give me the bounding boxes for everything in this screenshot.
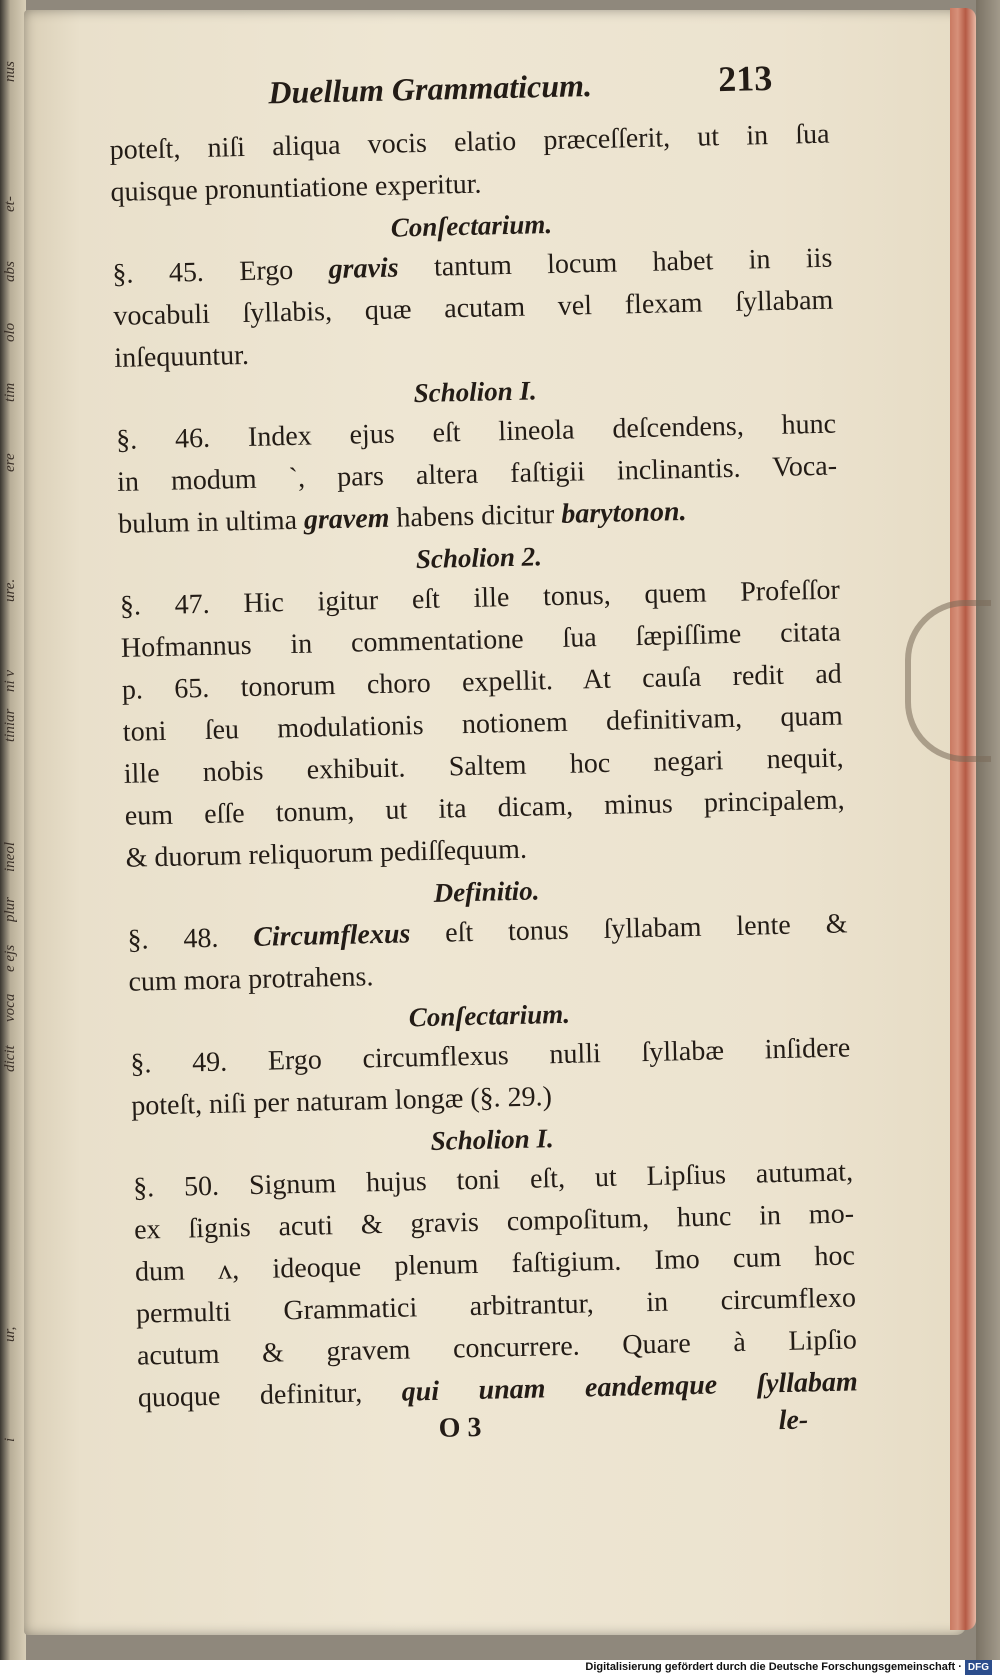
left-page-fragment: ineol	[2, 842, 18, 872]
text-run: poteſt, niſi aliqua vocis elatio præceſſerit, ut in ſua	[109, 118, 830, 166]
text-run: cum mora protrahens.	[128, 961, 374, 998]
left-page-fragment: olo	[2, 322, 18, 342]
left-page-fragment: dicit	[2, 1045, 18, 1072]
text-run: Hofmannus in commentatione ſua ſæpiſſime citata	[120, 616, 842, 664]
left-page-fragment: nus	[2, 61, 18, 82]
italic-term: qui unam eandemque ſyllabam	[401, 1366, 859, 1408]
section-heading: Scholion 2.	[415, 541, 543, 575]
text-run: & duorum reliquorum pediſſequum.	[125, 833, 528, 874]
text-run: eum eſſe tonum, ut ita dicam, minus principalem,	[124, 784, 845, 832]
text-run: §. 47. Hic igitur eſt ille tonus, quem Profeſſor	[119, 574, 841, 622]
text-run: in modum `, pars altera faſtigii inclinantis. Voca-	[116, 450, 838, 498]
left-page-fragment: voca	[2, 993, 18, 1022]
text-run: poteſt, niſi per naturam longæ (§. 29.)	[130, 1081, 553, 1122]
ribbon-clip	[905, 600, 991, 762]
text-run: quoque definitur,	[137, 1376, 403, 1414]
text-run: eſt tonus ſyllabam lente &	[410, 908, 848, 950]
text-run: inſequuntur.	[114, 339, 250, 374]
left-page-fragment: plur	[2, 896, 18, 922]
text-run: toni ſeu modulationis notionem definitivam, quam	[122, 700, 844, 748]
text-run: quisque pronuntiatione experitur.	[110, 168, 482, 208]
italic-term: Circumflexus	[252, 918, 411, 953]
section-heading: Scholion I.	[430, 1123, 555, 1156]
section-heading: Scholion I.	[413, 375, 538, 409]
section-heading: Definitio.	[433, 875, 540, 908]
text-run: p. 65. tonorum choro expellit. At cauſa redit ad	[121, 658, 843, 706]
text-run: ille nobis exhibuit. Saltem hoc negari nequit,	[123, 742, 844, 790]
red-page-edge	[950, 8, 976, 1630]
body-text	[109, 114, 858, 1420]
catchword: le-	[778, 1404, 809, 1437]
section-heading: Conſectarium.	[390, 208, 553, 243]
text-run: permulti Grammatici arbitrantur, in circumflexo	[135, 1282, 857, 1330]
adjacent-page-strip	[0, 0, 26, 1660]
text-run: §. 49. Ergo circumflexus nulli ſyllabæ inſidere	[130, 1032, 851, 1080]
text-run: tantum locum habet in iis	[398, 242, 833, 284]
text-run: ex ſignis acuti & gravis compoſitum, hunc in mo-	[133, 1198, 855, 1246]
signature-mark: O 3	[438, 1411, 482, 1444]
text-run: dum ʌ, ideoque plenum faſtigium. Imo cum hoc	[134, 1240, 856, 1288]
left-page-fragment: i	[2, 1437, 18, 1442]
text-run: acutum & gravem concurrere. Quare à Lipſio	[136, 1324, 858, 1372]
page-text	[108, 57, 859, 1464]
credit-text: Digitalisierung gefördert durch die Deutsche Forschungsgemeinschaft ·	[585, 1661, 962, 1673]
text-run: habens dicitur	[389, 498, 562, 534]
credit-bar	[0, 1660, 1000, 1675]
left-page-fragment: ni v	[2, 669, 18, 692]
italic-term: barytonon.	[560, 495, 687, 530]
left-page-fragment: ur,	[2, 1326, 18, 1342]
background-right	[976, 0, 1000, 1660]
dfg-credit	[585, 1660, 992, 1675]
left-page-fragment: ere	[2, 453, 18, 472]
text-run: §. 45. Ergo	[112, 254, 329, 290]
left-page-fragment: ure.	[2, 578, 18, 602]
left-page-fragment: tiniar	[2, 708, 18, 742]
left-page-fragment: abs	[2, 261, 18, 282]
dfg-logo: DFG	[965, 1660, 992, 1675]
page-number: 213	[717, 57, 773, 100]
left-page-fragment: tim	[2, 382, 18, 402]
text-run: bulum in ultima	[117, 504, 305, 540]
italic-term: gravis	[328, 252, 399, 286]
section-heading: Conſectarium.	[408, 998, 571, 1033]
left-page-fragment: e ejs	[2, 944, 18, 972]
italic-term: gravem	[303, 502, 390, 536]
text-run: §. 46. Index ejus eſt lineola deſcendens, hunc	[115, 408, 837, 456]
text-run: §. 48.	[127, 921, 254, 956]
text-run: vocabuli ſyllabis, quæ acutam vel flexam ſyllabam	[113, 284, 834, 332]
left-page-fragment: et-	[2, 196, 18, 212]
running-title: Duellum Grammaticum.	[267, 67, 593, 111]
text-run: §. 50. Signum hujus toni eſt, ut Lipſius autumat,	[132, 1156, 854, 1204]
